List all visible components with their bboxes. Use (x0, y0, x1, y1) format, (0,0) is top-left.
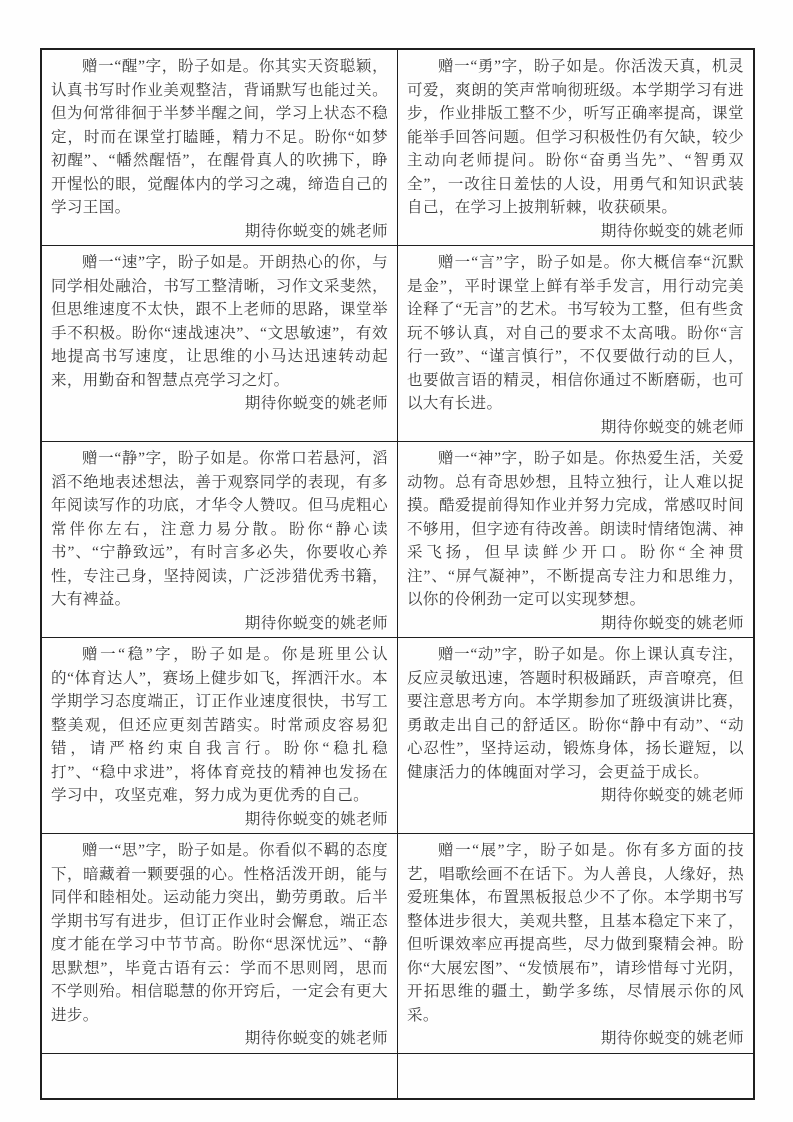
comment-body: 赠一“勇”字，盼子如是。你活泼天真，机灵可爱，爽朗的笑声常响彻班级。本学期学习有进步，作业排版工整不少，听写正确率提高，课堂能举手回答问题。但学习积极性仍有欠缺，较少主动向老师提问。盼你“奋勇当先”、“智勇双全”，一改往日羞怯的人设，用勇气和知识武装自己，在学习上披荆斩棘，收获硕果。 (407, 58, 744, 216)
comment-signature: 期待你蜕变的姚老师 (244, 614, 388, 632)
table-row (41, 442, 754, 638)
comment-cell-dong (398, 638, 755, 834)
comment-cell-yong (398, 49, 755, 246)
table-row-empty (41, 1053, 754, 1099)
comment-body: 赠一“神”字，盼子如是。你热爱生活，关爱动物。总有奇思妙想，且特立独行，让人难以捉摸。酷爱提前得知作业并努力完成，常感叹时间不够用，但字迹有待改善。朗读时情绪饱满、神采飞扬，但早读鲜少开口。盼你“全神贯注”、“屏气凝神”，不断提高专注力和思维力，以你的伶俐劲一定可以实现梦想。 (407, 450, 744, 608)
comment-body: 赠一“静”字，盼子如是。你常口若悬河，滔滔不绝地表述想法，善于观察同学的表现，有多年阅读写作的功底，才华令人赞叹。但马虎粗心常伴你左右，注意力易分散。盼你“静心读书”、“宁静致远”，有时言多必失，你要收心养性，专注己身，坚持阅读，广泛涉猎优秀书籍，大有裨益。 (51, 450, 388, 608)
comment-body: 赠一“思”字，盼子如是。你看似不羁的态度下，暗藏着一颗要强的心。性格活泼开朗，能与同伴和睦相处。运动能力突出，勤劳勇敢。后半学期书写有进步，但订正作业时会懈怠，端正态度才能在学习中节节高。盼你“思深忧远”、“静思默想”，毕竟古语有云：学而不思则罔，思而不学则殆。相信聪慧的你开窍后，一定会有更大进步。 (51, 842, 388, 1024)
comment-cell-si (41, 834, 398, 1054)
comment-body: 赠一“醒”字，盼子如是。你其实天资聪颖，认真书写时作业美观整洁，背诵默写也能过关。但为何常徘徊于半梦半醒之间，学习上状态不稳定，时而在课堂打瞌睡，精力不足。盼你“如梦初醒”、“幡然醒悟”，在醒骨真人的吹拂下，睁开惺忪的眼，觉醒体内的学习之魂，缔造自己的学习王国。 (51, 58, 388, 216)
comment-cell-xing (41, 49, 398, 246)
comment-cell-yan (398, 246, 755, 442)
comment-signature: 期待你蜕变的姚老师 (244, 395, 388, 412)
comment-body: 赠一“言”字，盼子如是。你大概信奉“沉默是金”，平时课堂上鲜有举手发言，用行动完美诠释了“无言”的艺术。书写较为工整，但有些贪玩不够认真，对自己的要求不太高哦。盼你“言行一致”、“谨言慎行”，不仅要做行动的巨人，也要做言语的精灵，相信你通过不断磨砺，也可以大有长进。 (407, 254, 744, 412)
comment-cell-shen (398, 442, 755, 638)
comment-cell-su (41, 246, 398, 442)
table-row (41, 49, 754, 246)
comment-body: 赠一“动”字，盼子如是。你上课认真专注，反应灵敏迅速，答题时积极踊跃，声音嘹亮，但要注意思考方向。本学期参加了班级演讲比赛，勇敢走出自己的舒适区。盼你“静中有动”、“动心忍性”，坚持运动，锻炼身体，扬长避短，以健康活力的体魄面对学习，会更益于成长。 (407, 646, 744, 781)
comment-body: 赠一“稳”字，盼子如是。你是班里公认的“体育达人”，赛场上健步如飞，挥洒汗水。本学期学习态度端正，订正作业速度很快，书写工整美观，但还应更刻苦踏实。时常顽皮容易犯错，请严格约束自我言行。盼你“稳扎稳打”、“稳中求进”，将体育竞技的精神也发扬在学习中，攻坚克难，努力成为更优秀的自己。 (51, 646, 388, 804)
empty-cell (398, 1053, 755, 1099)
table-row (41, 638, 754, 834)
comment-signature: 期待你蜕变的姚老师 (600, 1030, 744, 1047)
comment-signature: 期待你蜕变的姚老师 (600, 418, 744, 436)
comment-signature: 期待你蜕变的姚老师 (244, 1030, 388, 1047)
comment-cell-wen (41, 638, 398, 834)
table-row (41, 834, 754, 1054)
comment-body: 赠一“速”字，盼子如是。开朗热心的你，与同学相处融洽，书写工整清晰，习作文采斐然，但思维速度不太快，跟不上老师的思路，课堂举手不积极。盼你“速战速决”、“文思敏速”，有效地提高书写速度，让思维的小马达迅速转动起来，用勤奋和智慧点亮学习之灯。 (51, 254, 388, 389)
comment-signature: 期待你蜕变的姚老师 (244, 810, 388, 828)
empty-cell (41, 1053, 398, 1099)
comment-cell-jing (41, 442, 398, 638)
comment-signature: 期待你蜕变的姚老师 (600, 614, 744, 632)
table-row (41, 246, 754, 442)
comment-signature: 期待你蜕变的姚老师 (600, 787, 744, 804)
comment-cell-zhan (398, 834, 755, 1054)
comment-body: 赠一“展”字，盼子如是。你有多方面的技艺，唱歌绘画不在话下。为人善良，人缘好，热爱班集体，布置黑板报总少不了你。本学期书写整体进步很大，美观共整，且基本稳定下来了，但听课效率应再提高些，尽力做到聚精会神。盼你“大展宏图”、“发愤展布”，请珍惜每寸光阴，开拓思维的疆土，勤学多练，尽情展示你的风采。 (407, 842, 744, 1024)
comment-signature: 期待你蜕变的姚老师 (600, 222, 744, 240)
comments-table (40, 48, 755, 1100)
comment-signature: 期待你蜕变的姚老师 (244, 222, 388, 240)
